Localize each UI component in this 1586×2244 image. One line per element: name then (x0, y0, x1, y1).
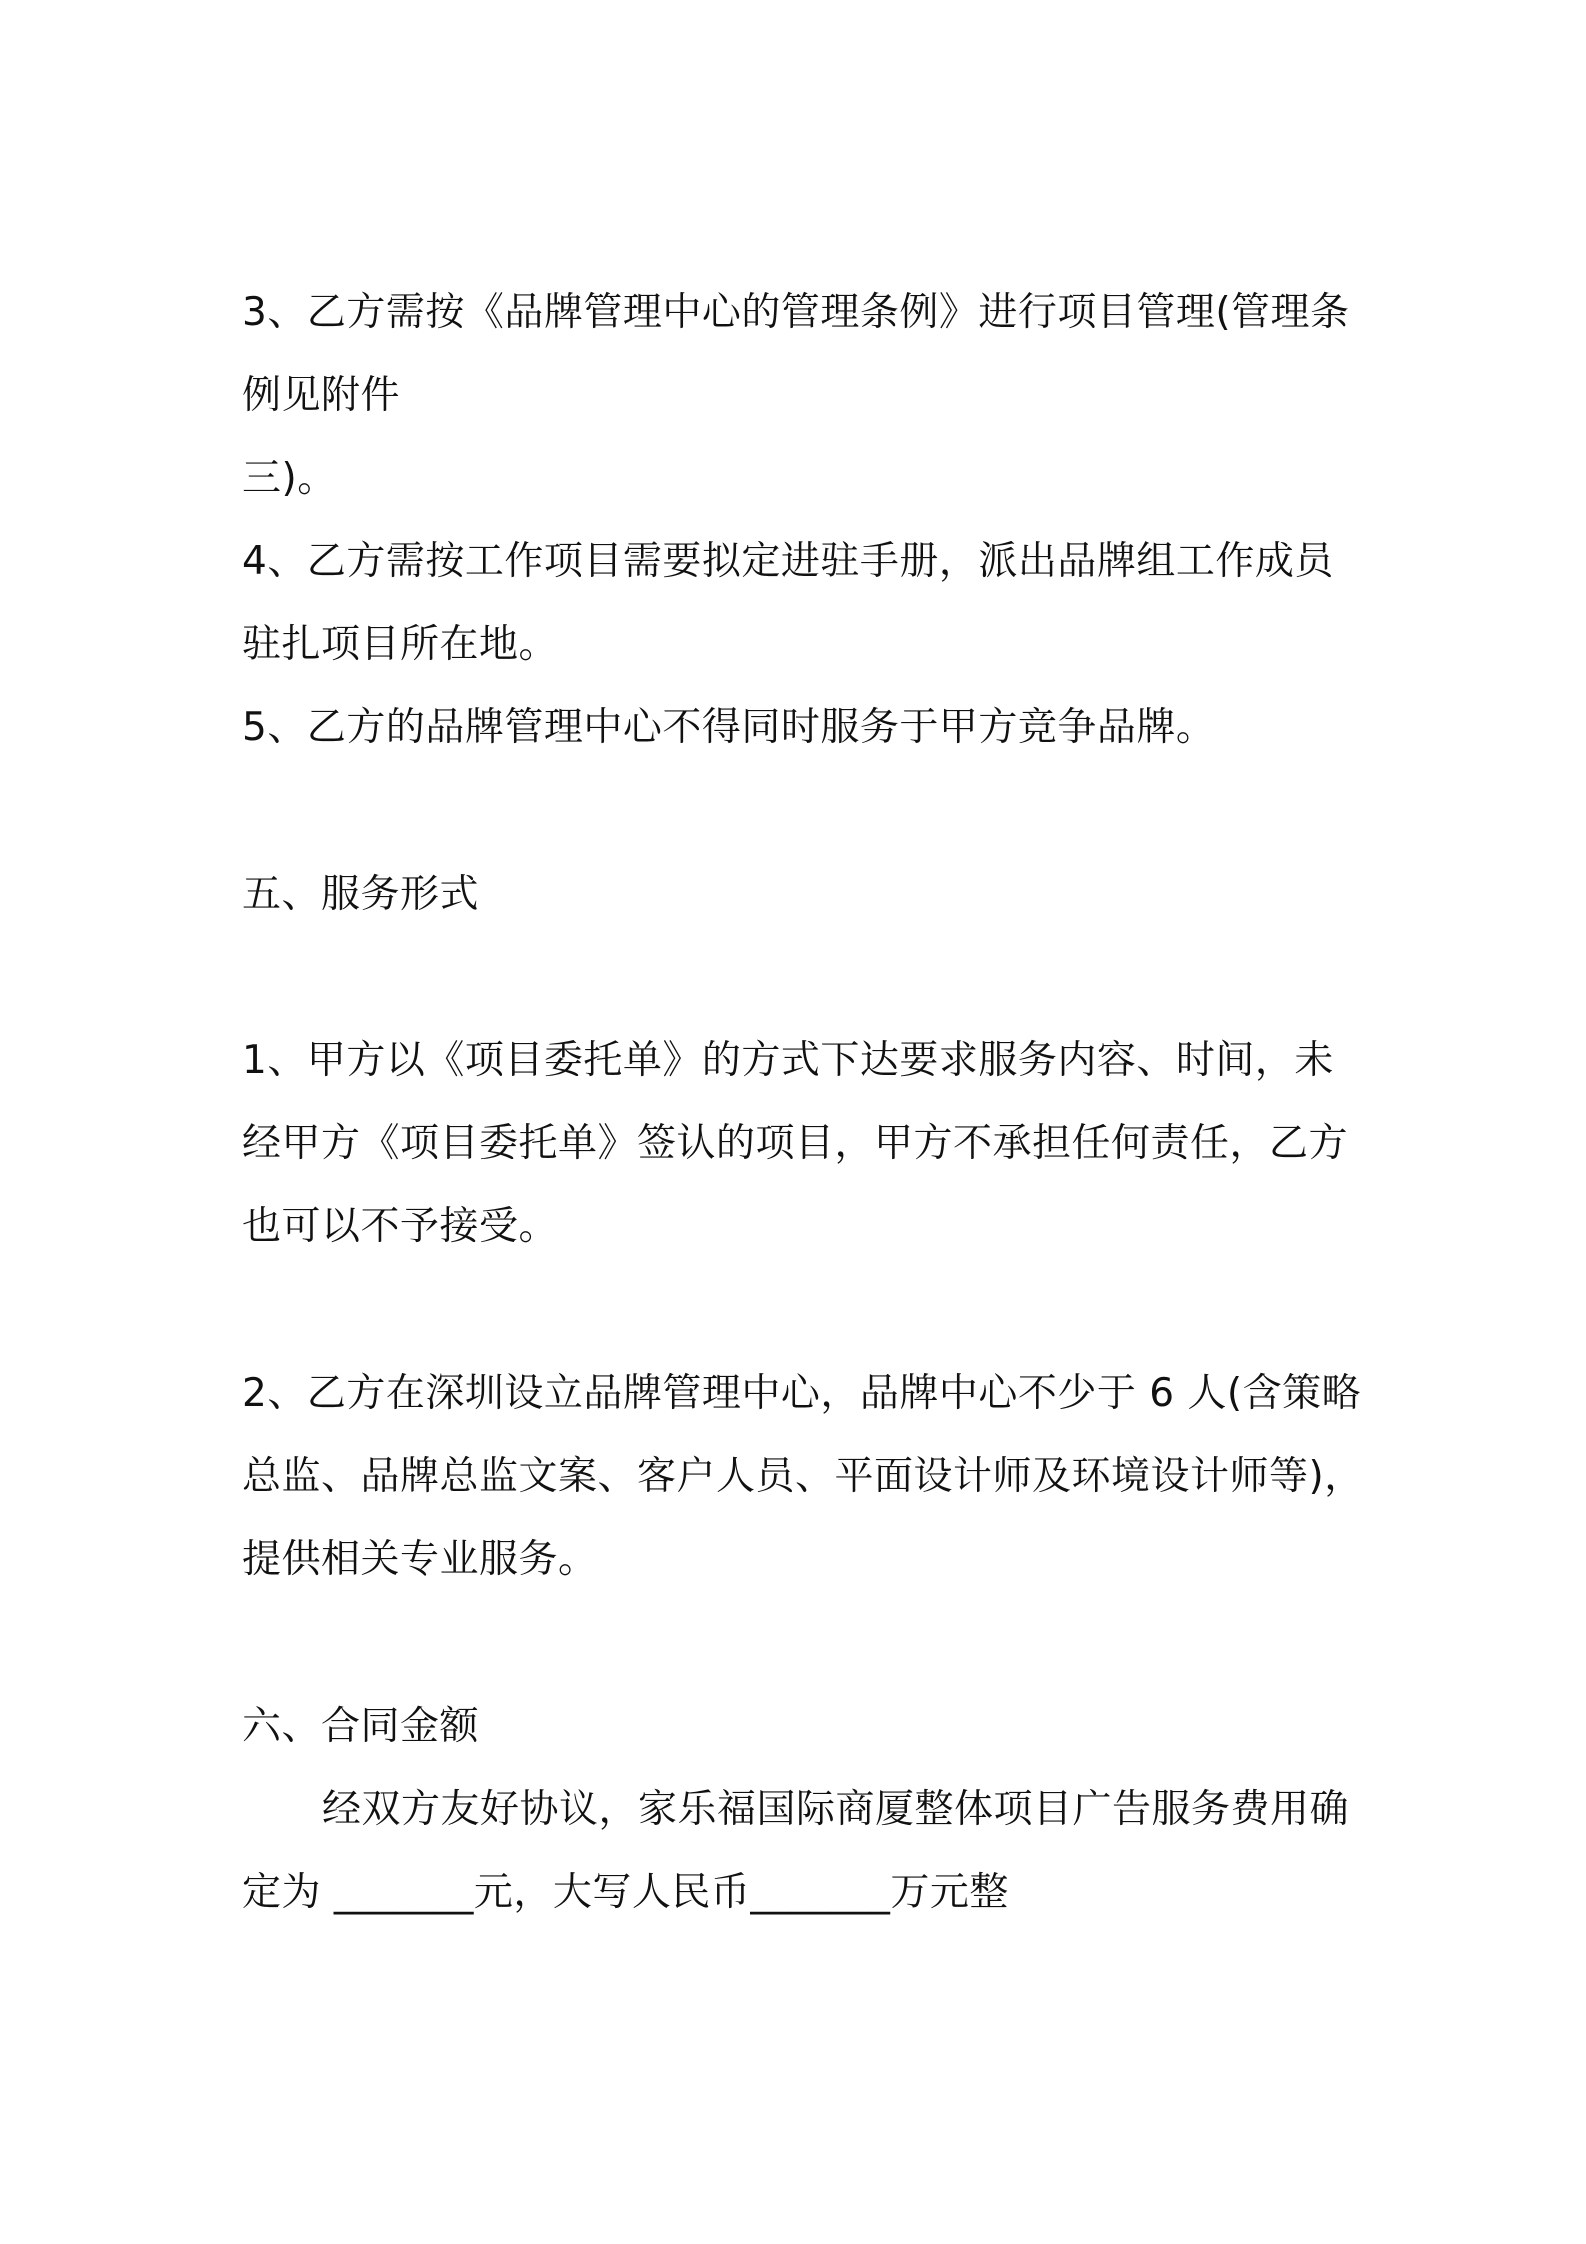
service-clause-2-line-1: 2、乙方在深圳设立品牌管理中心，品牌中心不少于 6 人(含策略 (242, 1371, 1362, 1416)
section-heading-contract-amount: 六、合同金额 (242, 1704, 480, 1749)
service-clause-1-line-3: 也可以不予接受。 (242, 1204, 559, 1249)
amount-paragraph-line-1: 经双方友好协议，家乐福国际商厦整体项目广告服务费用确 (322, 1787, 1350, 1832)
amount-paragraph-line-2: 定为 _______元，大写人民币_______万元整 (242, 1870, 1009, 1915)
service-clause-2-line-3: 提供相关专业服务。 (242, 1537, 598, 1582)
clause-3-line-3: 三)。 (242, 456, 337, 501)
service-clause-1-line-2: 经甲方《项目委托单》签认的项目，甲方不承担任何责任，乙方 (242, 1121, 1349, 1166)
section-heading-service-form: 五、服务形式 (242, 872, 480, 917)
service-clause-2-line-2: 总监、品牌总监文案、客户人员、平面设计师及环境设计师等)， (242, 1454, 1364, 1499)
clause-3-line-1: 3、乙方需按《品牌管理中心的管理条例》进行项目管理(管理条 (242, 290, 1350, 335)
clause-3-line-2: 例见附件 (242, 373, 401, 418)
clause-4-line-2: 驻扎项目所在地。 (242, 622, 559, 667)
clause-5-line-1: 5、乙方的品牌管理中心不得同时服务于甲方竞争品牌。 (242, 705, 1216, 750)
service-clause-1-line-1: 1、甲方以《项目委托单》的方式下达要求服务内容、时间，未 (242, 1038, 1334, 1083)
clause-4-line-1: 4、乙方需按工作项目需要拟定进驻手册，派出品牌组工作成员 (242, 539, 1334, 584)
